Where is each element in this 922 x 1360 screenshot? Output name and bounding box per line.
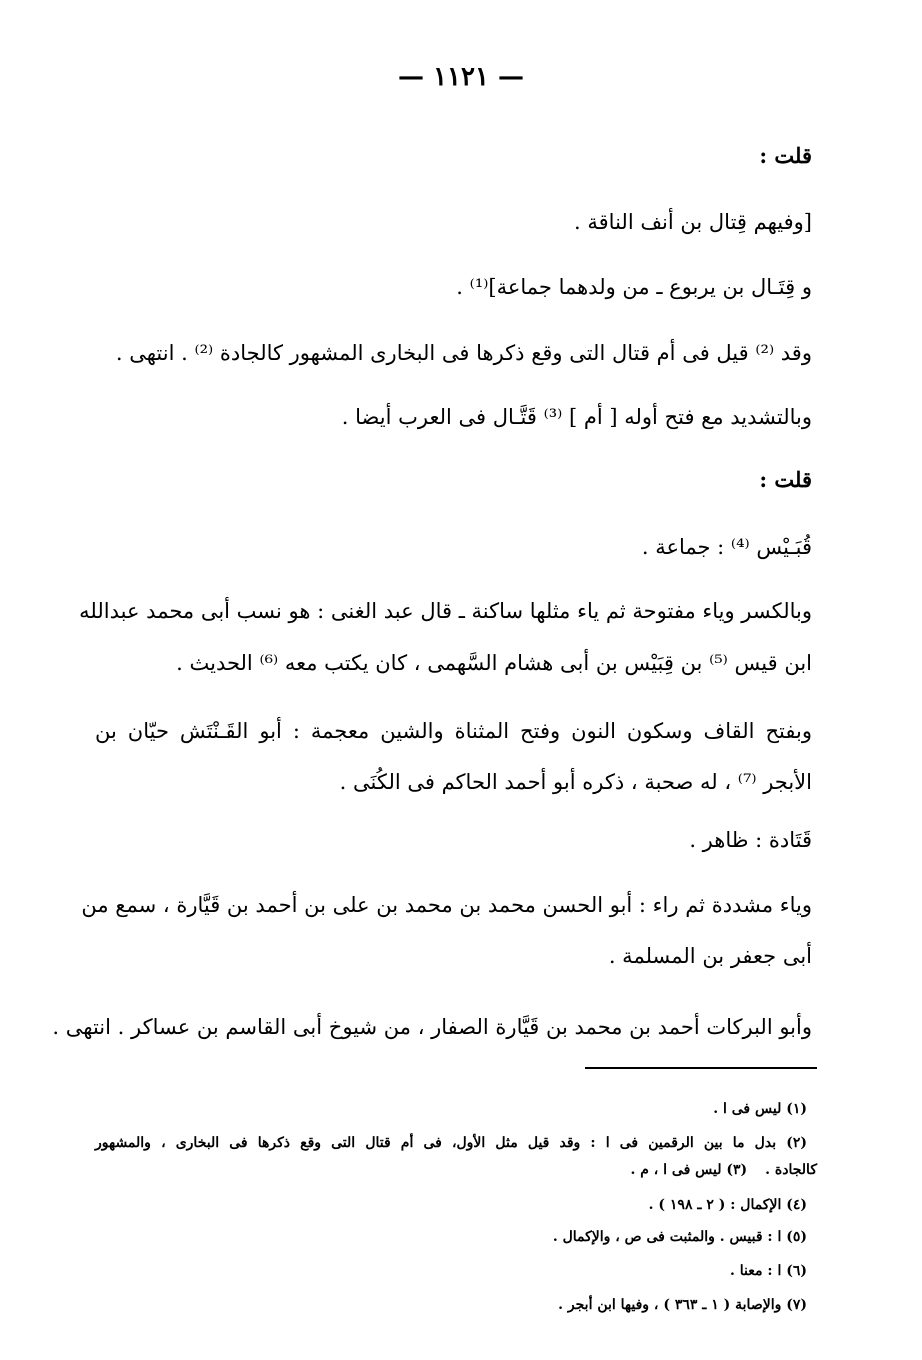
text-line: الأبجر ⁽⁷⁾ ، له صحبة ، ذكره أبو أحمد الحاكم فى الكُنَى .	[339, 770, 812, 794]
text-line: وياء مشددة ثم راء : أبو الحسن محمد بن محمد بن على بن أحمد بن قَيَّارة ، سمع من	[81, 893, 812, 917]
footnote-separator	[585, 1067, 817, 1069]
text-line: أبى جعفر بن المسلمة .	[608, 944, 812, 968]
footnote: (٢) بدل ما بين الرقمين فى ا : وقد قيل مثل الأول، فى أم قتال التى وقع ذكرها فى البخارى ، والمشهور	[95, 1135, 807, 1151]
text-line: وأبو البركات أحمد بن محمد بن قَيَّارة الصفار ، من شيوخ أبى القاسم بن عساكر . انتهى .	[52, 1015, 812, 1039]
text-line: [وفيهم قِتال بن أنف الناقة .	[574, 210, 812, 234]
text-line: قَتَادة : ظاهر .	[689, 828, 812, 852]
footnote: (٥) ا : قبيس . والمثبت فى ص ، والإكمال .	[552, 1229, 807, 1245]
footnote: (٤) الإكمال : ( ٢ ـ ١٩٨ ) .	[648, 1197, 807, 1213]
footnote-continuation	[630, 1159, 817, 1181]
footnote: (٧) والإصابة ( ١ ـ ٣٦٣ ) ، وفيها ابن أبجر .	[558, 1297, 807, 1313]
page-number: — ١١٢١ —	[398, 62, 524, 92]
text-line: قلت :	[759, 467, 812, 492]
footnote: (٦) ا : معنا .	[730, 1263, 807, 1279]
text-line: وبفتح القاف وسكون النون وفتح المثناة والشين معجمة : أبو القَـنْتَش حيّان بن	[95, 719, 812, 743]
text-line: وقد ⁽²⁾ قيل فى أم قتال التى وقع ذكرها فى البخارى المشهور كالجادة ⁽²⁾ . انتهى .	[115, 341, 812, 365]
text-line: قلت :	[759, 143, 812, 168]
text-line: و قِتَـال بن يربوع ـ من ولدهما جماعة]⁽¹⁾ .	[456, 275, 812, 299]
text-line: ابن قيس ⁽⁵⁾ بن قِبَيْس بن أبى هشام السَّهمى ، كان يكتب معه ⁽⁶⁾ الحديث .	[176, 651, 812, 675]
text-line: وبالكسر وياء مفتوحة ثم ياء مثلها ساكنة ـ قال عبد الغنى : هو نسب أبى محمد عبدالله	[79, 599, 812, 623]
footnote: (٣) ليس فى ا ، م .	[630, 1162, 748, 1178]
footnote: (١) ليس فى ا .	[713, 1101, 807, 1117]
text-line: قُبَـيْس ⁽⁴⁾ : جماعة .	[641, 535, 812, 559]
text-line: وبالتشديد مع فتح أوله [ أم ] ⁽³⁾ قَتَّـال فى العرب أيضا .	[341, 405, 812, 429]
footnote: كالجادة .	[765, 1162, 817, 1178]
